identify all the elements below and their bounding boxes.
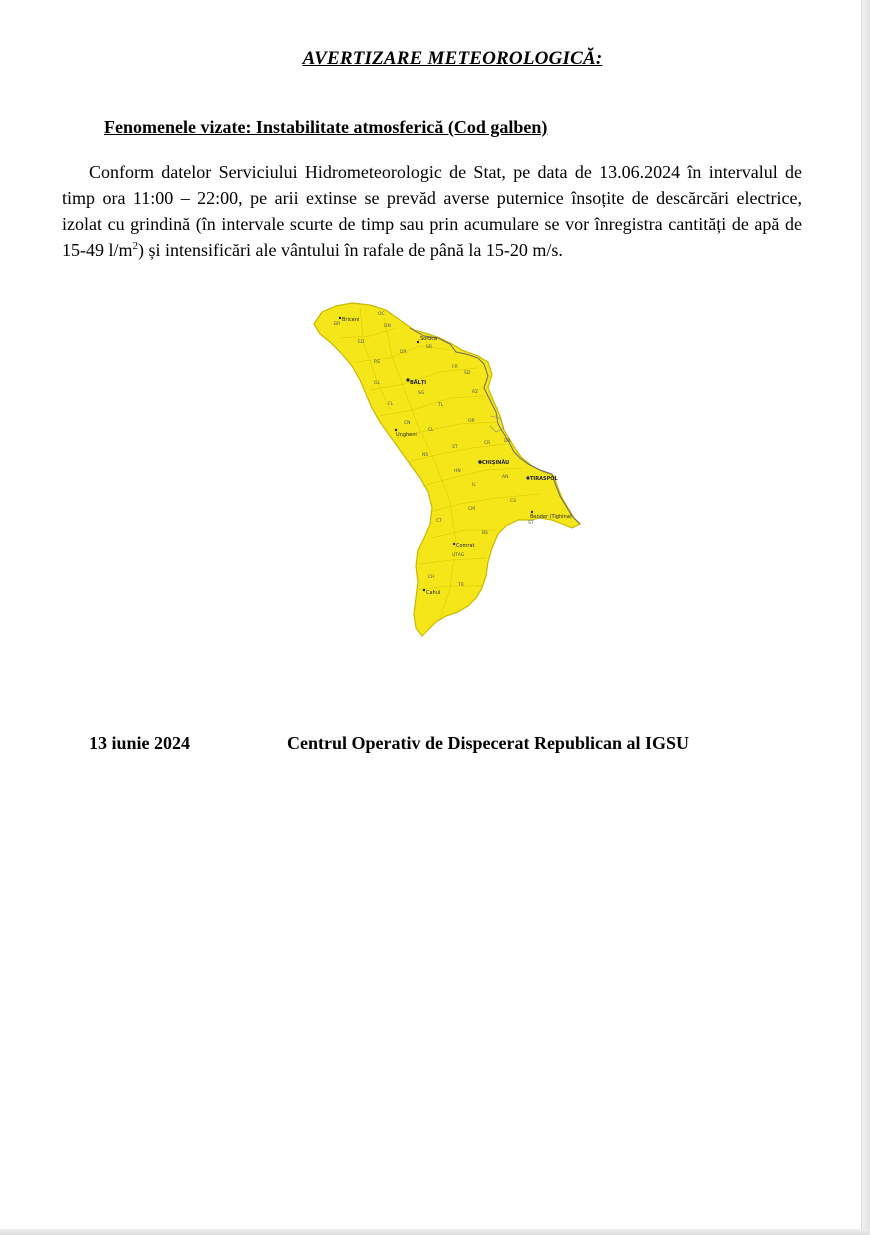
city-label-tiraspol: TIRASPOL	[530, 476, 558, 482]
district-label: FL	[388, 402, 394, 407]
document-title: AVERTIZARE METEOROLOGICĂ:	[302, 48, 603, 69]
district-label: OC	[378, 312, 385, 317]
district-label: TL	[438, 403, 444, 408]
district-label: UTAG	[452, 553, 465, 558]
district-label: CH	[428, 575, 435, 580]
city-label-briceni: Briceni	[342, 317, 360, 323]
district-label: GL	[374, 381, 380, 386]
district-label: DB	[504, 439, 511, 444]
city-label-comrat: Comrat	[456, 543, 475, 549]
district-label: RZ	[472, 390, 479, 395]
city-dot	[453, 543, 455, 545]
district-label: CT	[436, 519, 442, 524]
body-text-superscript: 2	[132, 240, 138, 252]
body-text-part-2: ) și intensificări ale vântului în rafale de până la 15-20 m/s.	[138, 240, 563, 260]
district-label: BS	[482, 531, 488, 536]
warning-subtitle: Fenomenele vizate: Instabilitate atmosferică (Cod galben)	[104, 117, 548, 137]
district-label: BR	[334, 322, 341, 327]
city-dot	[339, 317, 341, 319]
warning-body-paragraph	[62, 159, 802, 263]
district-label: TR	[458, 583, 464, 588]
city-label-balti: BĂLȚI	[410, 380, 427, 386]
city-label-soroca: Soroca	[420, 336, 438, 342]
city-label-chisinau: CHIȘINĂU	[482, 460, 510, 466]
district-label: SD	[464, 371, 471, 376]
city-label-bender: Bender (Tighina)	[530, 514, 572, 520]
city-dot	[423, 589, 425, 591]
district-label: NS	[422, 453, 429, 458]
city-label-cahul: Cahul	[426, 590, 441, 596]
district-label: RS	[374, 360, 380, 365]
district-label: OR	[468, 419, 475, 424]
district-label: CN	[404, 421, 411, 426]
city-dot	[417, 341, 419, 343]
district-label: FR	[452, 365, 458, 370]
city-label-ungheni: Ungheni	[396, 432, 417, 438]
district-label: CM	[468, 507, 476, 512]
footer-organization: Centrul Operativ de Dispecerat Republican al IGSU	[287, 733, 689, 753]
district-label: SG	[418, 391, 425, 396]
district-label: CL	[428, 428, 434, 433]
moldova-warning-map	[300, 298, 590, 643]
district-label: CS	[510, 499, 516, 504]
district-label: ST	[528, 521, 534, 526]
page-edge-bottom	[0, 1229, 870, 1235]
district-label: HN	[454, 469, 461, 474]
district-label: DN	[384, 324, 391, 329]
footer-date: 13 iunie 2024	[89, 733, 191, 753]
body-text-part-1: Conform datelor Serviciului Hidrometeorologic de Stat, pe data de 13.06.2024 în intervalul de timp ora 11:00 – 22:00, pe arii extinse se prevăd averse puternice însoțite de descărcări electrice, izolat cu grindină (în intervale scurte de timp sau prin acumulare se vor înregistra cantități de apă de 15-49 l/m	[62, 162, 802, 260]
city-dot	[395, 429, 397, 431]
district-label: IL	[472, 483, 476, 488]
district-label: ST	[452, 445, 458, 450]
district-label: SR	[426, 345, 432, 350]
city-dot	[531, 511, 533, 513]
district-label: DR	[400, 350, 407, 355]
district-label: AN	[502, 475, 509, 480]
district-label: ED	[358, 340, 365, 345]
page-edge-right	[861, 0, 870, 1235]
district-label: CR	[484, 441, 491, 446]
